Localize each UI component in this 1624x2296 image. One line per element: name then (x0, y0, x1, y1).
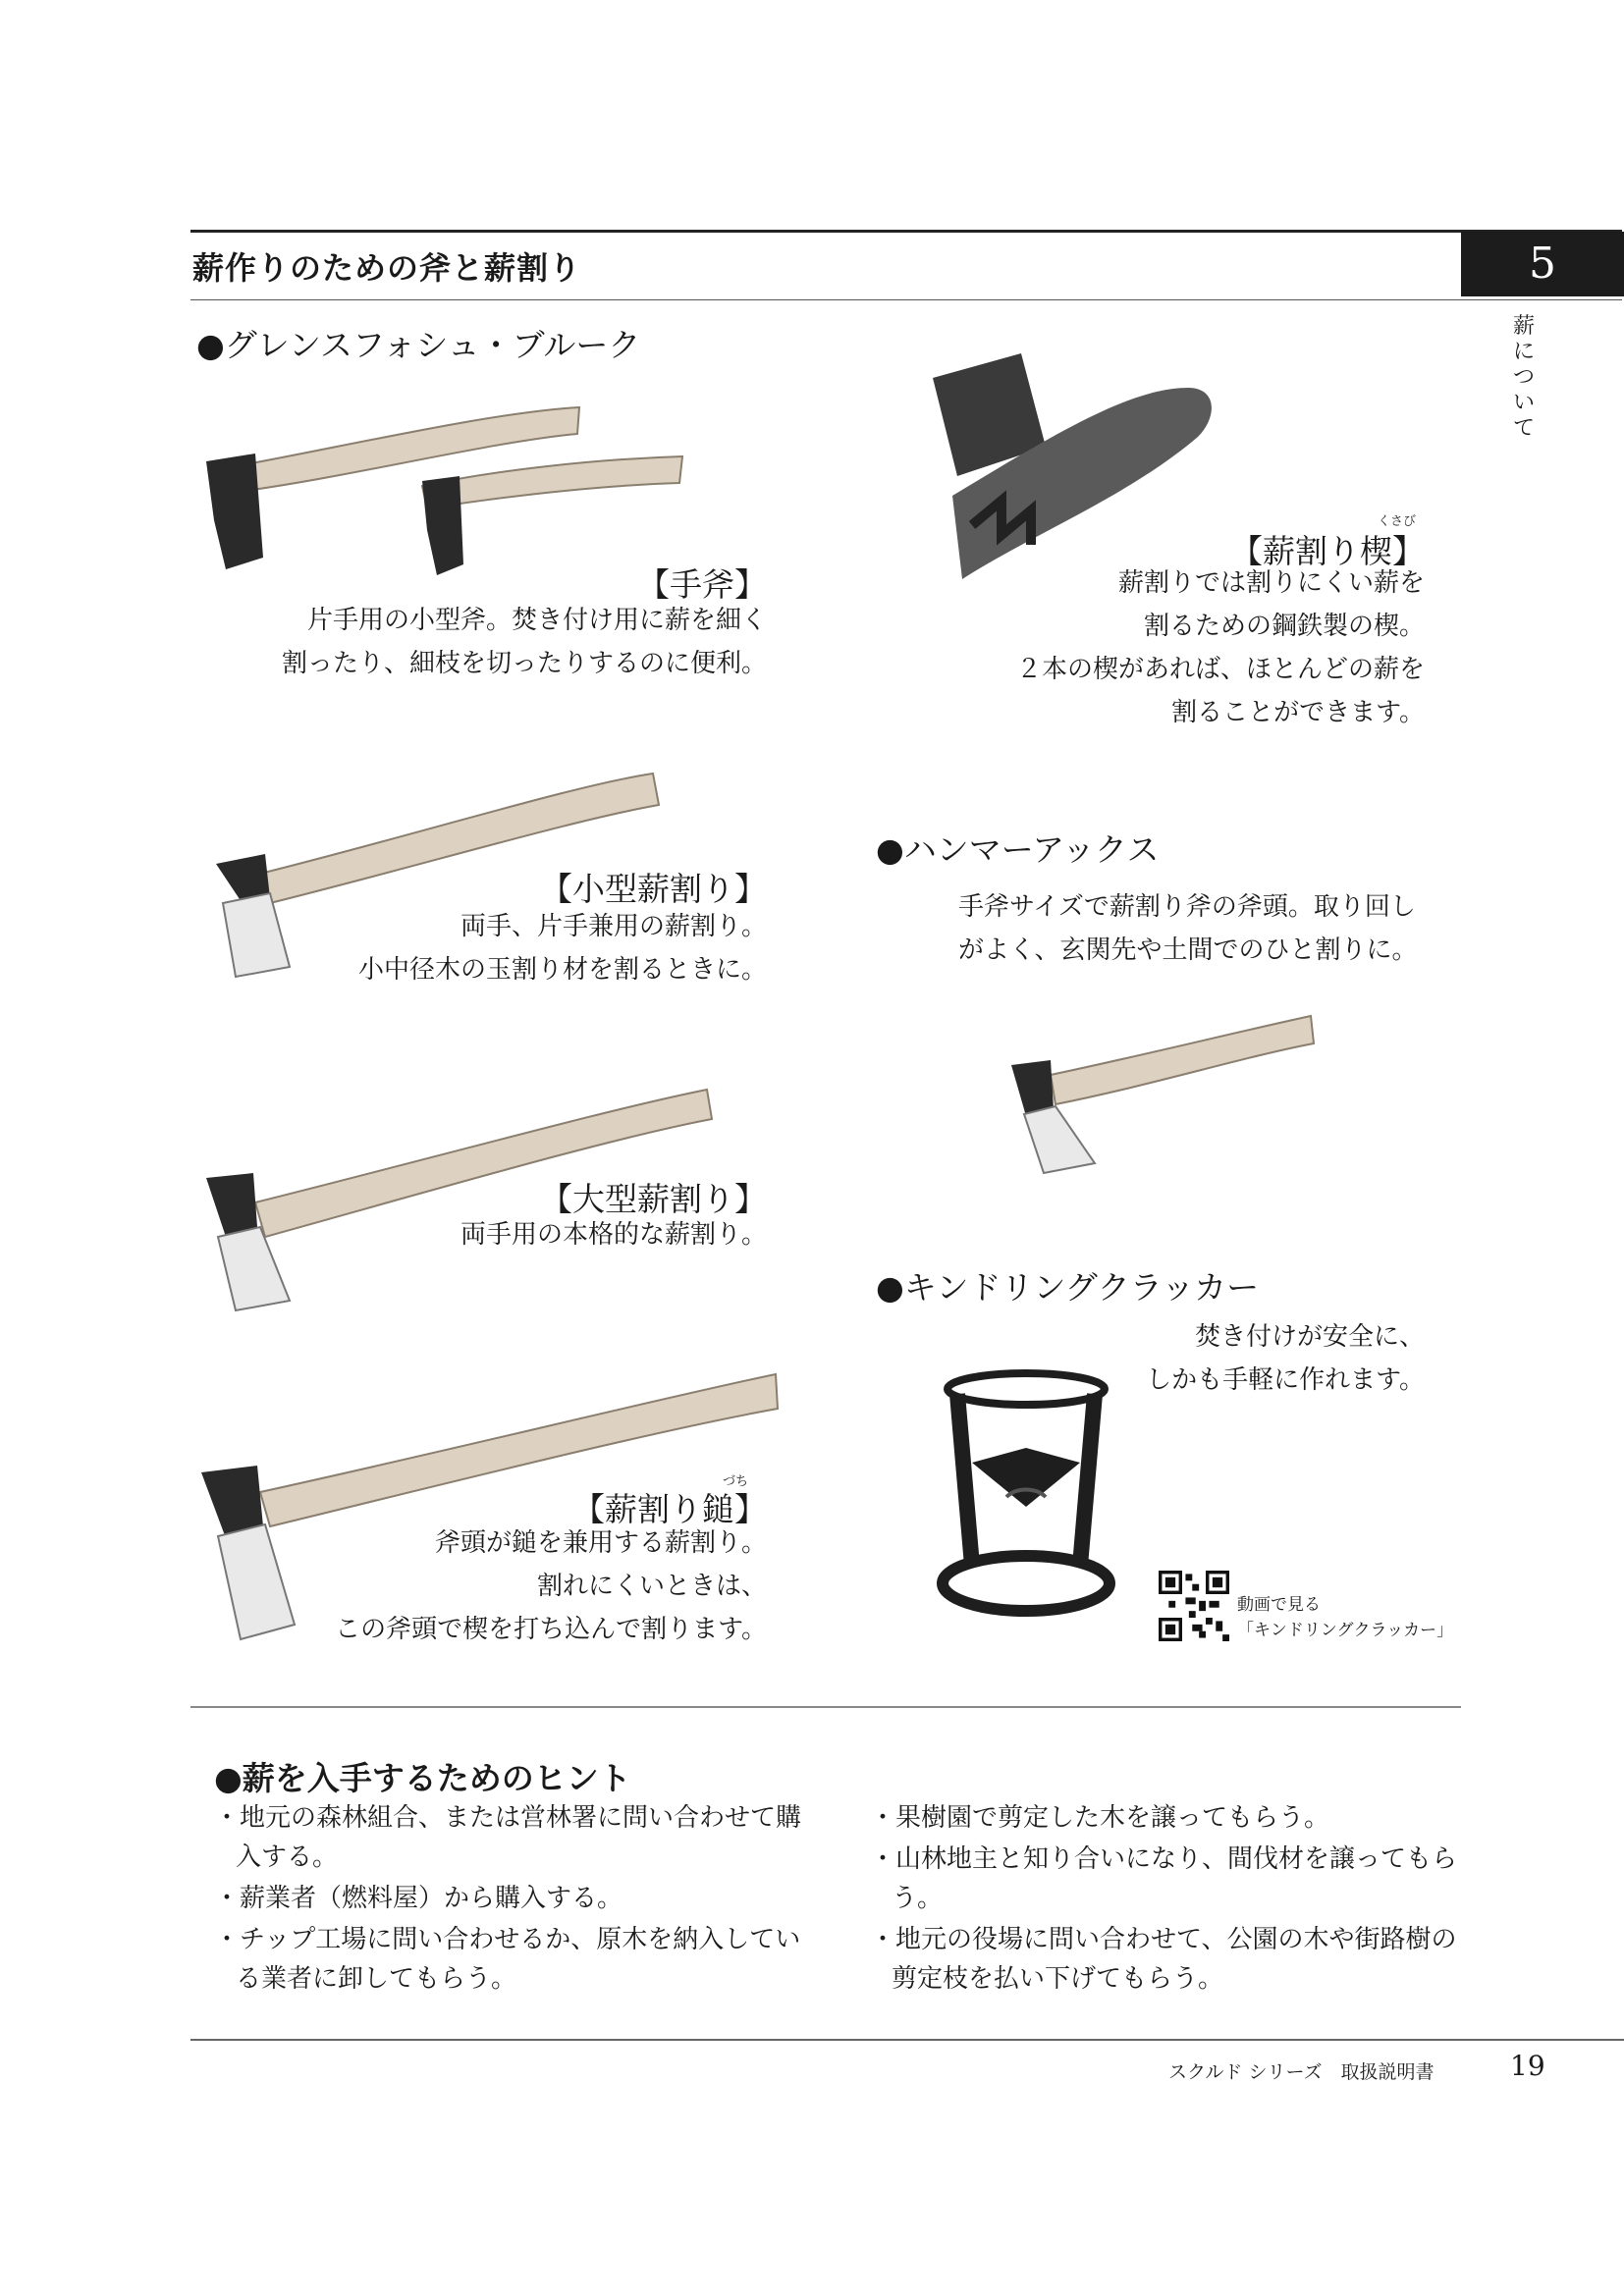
hint-item: ・チップ工場に問い合わせるか、原木を納入している業者に卸してもらう。 (214, 1925, 801, 1994)
chapter-side-label: 薪について (1512, 314, 1535, 441)
product-label-wedge: 【薪割り楔】 (1230, 532, 1425, 570)
qr-code[interactable] (1159, 1571, 1229, 1641)
desc-line: 斧頭が鎚を兼用する薪割り。 (434, 1528, 767, 1558)
desc-line: 焚き付けが安全に、 (1194, 1322, 1425, 1352)
hint-item: ・薪業者（燃料屋）から購入する。 (214, 1884, 623, 1913)
desc-line: 小中径木の玉割り材を割るときに。 (357, 955, 767, 985)
section-heading-kindling-cracker: ●キンドリングクラッカー (876, 1268, 1260, 1307)
product-desc-maul (335, 1522, 767, 1651)
desc-line: 割るための鋼鉄製の楔。 (1143, 612, 1425, 641)
product-desc-wedge (1016, 561, 1425, 734)
hand-axe-image (196, 393, 687, 589)
hints-list-left (214, 1798, 803, 2001)
desc-line: がよく、玄関先や土間でのひと割りに。 (958, 935, 1418, 965)
hints-heading: ●薪を入手するためのヒント (214, 1759, 631, 1797)
desc-line: 割ることができます。 (1171, 698, 1425, 727)
wedge-image (933, 348, 1227, 594)
qr-caption (1237, 1592, 1453, 1643)
section-heading-hammer-axe: ●ハンマーアックス (876, 830, 1160, 869)
hammer-axe-image (1006, 996, 1321, 1183)
hints-list-right (870, 1798, 1459, 2001)
page-number: 19 (1510, 2050, 1545, 2082)
product-desc-small-splitter (358, 905, 767, 991)
footer-line (190, 2039, 1624, 2041)
kindling-cracker-desc (1146, 1315, 1425, 1402)
hint-item: ・地元の役場に問い合わせて、公園の木や街路樹の剪定枝を払い下げてもらう。 (870, 1925, 1457, 1994)
hint-item: ・果樹園で剪定した木を譲ってもらう。 (870, 1803, 1330, 1833)
desc-line: ２本の楔があれば、ほとんどの薪を (1015, 655, 1425, 684)
hammer-axe-desc (958, 885, 1417, 972)
product-label-small-splitter: 【小型薪割り】 (540, 870, 767, 908)
desc-line: 薪割りでは割りにくい薪を (1117, 568, 1425, 598)
ruby-wedge: くさび (1378, 514, 1417, 529)
footer-text: スクルド シリーズ 取扱説明書 (1168, 2061, 1435, 2083)
product-desc-large-splitter (460, 1213, 767, 1256)
qr-caption-line: 動画で見る (1237, 1595, 1321, 1615)
desc-line: この斧頭で楔を打ち込んで割ります。 (335, 1615, 767, 1644)
desc-line: 両手用の本格的な薪割り。 (460, 1220, 767, 1250)
desc-line: しかも手軽に作れます。 (1146, 1365, 1425, 1395)
desc-line: 両手、片手兼用の薪割り。 (460, 912, 767, 941)
section-heading-glens: ●グレンスフォシュ・ブルーク (196, 326, 641, 364)
kindling-cracker-image (938, 1369, 1114, 1625)
hint-item: ・地元の森林組合、または営林署に問い合わせて購入する。 (214, 1803, 802, 1872)
product-desc-hand-axe (282, 599, 767, 685)
chapter-number-badge: 5 (1461, 232, 1624, 296)
desc-line: 割ったり、細枝を切ったりするのに便利。 (281, 649, 767, 678)
product-label-large-splitter: 【大型薪割り】 (540, 1180, 767, 1218)
page-title: 薪作りのための斧と薪割り (192, 249, 582, 287)
desc-line: 割れにくいときは、 (536, 1572, 767, 1601)
hint-item: ・山林地主と知り合いになり、間伐材を譲ってもらう。 (870, 1844, 1458, 1913)
product-label-maul: 【薪割り鎚】 (572, 1490, 767, 1528)
qr-caption-line: 「キンドリングクラッカー」 (1237, 1621, 1454, 1640)
section-divider (190, 1706, 1461, 1708)
product-label-hand-axe: 【手斧】 (637, 565, 767, 604)
desc-line: 片手用の小型斧。焚き付け用に薪を細く (306, 606, 767, 635)
desc-line: 手斧サイズで薪割り斧の斧頭。取り回し (958, 892, 1416, 922)
ruby-maul: づち (723, 1474, 749, 1489)
